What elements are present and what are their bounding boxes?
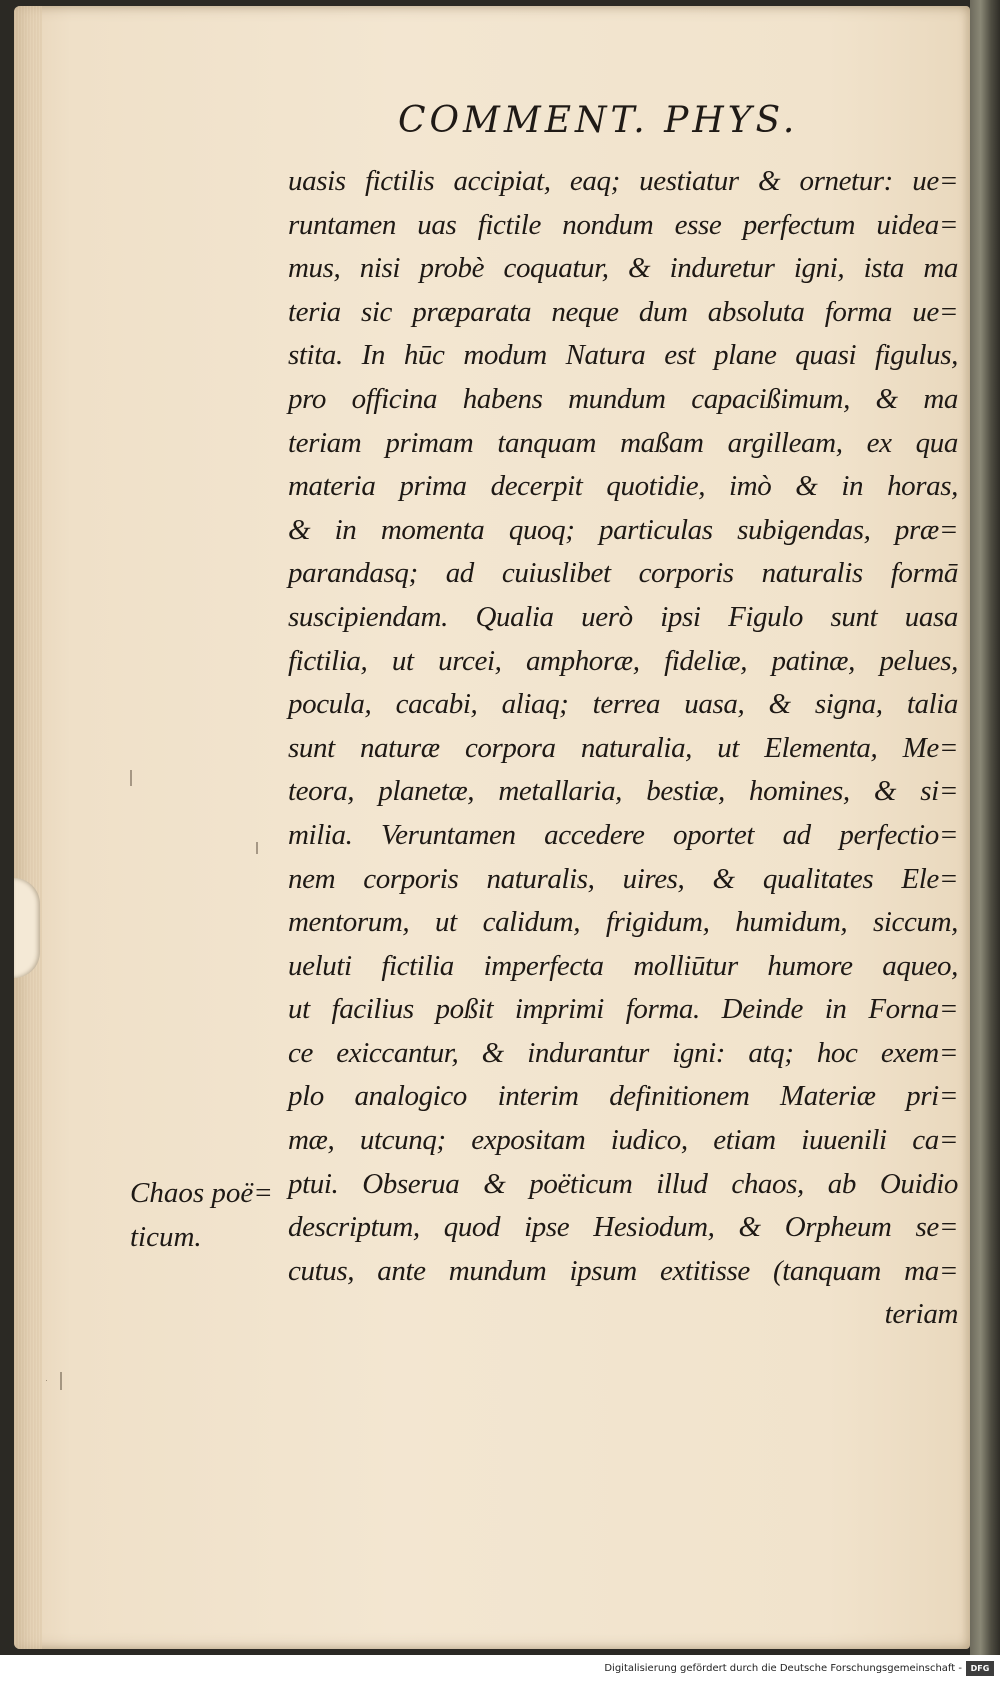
text-line: plo analogico interim definitionem Materiæ pri= (288, 1080, 958, 1113)
margin-note-line: Chaos poë= (130, 1177, 273, 1209)
text-line: pro officina habens mundum capacißimum, & ma (288, 382, 958, 415)
ink-mark (130, 770, 132, 786)
text-line: & in momenta quoq; particulas subigendas, præ= (288, 513, 958, 546)
text-line: milia. Veruntamen accedere oportet ad perfectio= (288, 818, 958, 851)
ink-mark (46, 1380, 47, 1381)
text-line: descriptum, quod ipse Hesiodum, & Orpheum se= (288, 1211, 958, 1244)
margin-note-line: ticum. (130, 1220, 202, 1253)
text-line: uasis fictilis accipiat, eaq; uestiatur & ornetur: ue= (288, 165, 958, 197)
text-line: teora, planetæ, metallaria, bestiæ, homines, & si= (288, 775, 958, 808)
book-spine (970, 0, 1000, 1655)
margin-note (130, 1172, 273, 1259)
running-head: COMMENT. PHYS. (398, 100, 799, 141)
text-line: parandasq; ad cuiuslibet corporis naturalis formā (288, 557, 958, 590)
ink-mark (60, 1372, 62, 1390)
text-line: ueluti fictilia imperfecta molliūtur humore aqueo, (288, 949, 958, 982)
text-line: sunt naturæ corpora naturalia, ut Elementa, Me= (288, 731, 958, 764)
body-text (288, 160, 958, 1337)
text-line: teriam (884, 1298, 958, 1331)
text-line: runtamen uas fictile nondum esse perfectum uidea= (288, 208, 958, 241)
digitization-credit: Digitalisierung gefördert durch die Deutsche Forschungsgemeinschaft - (604, 1663, 962, 1674)
text-line: cutus, ante mundum ipsum extitisse (tanquam ma= (288, 1254, 958, 1287)
text-line: materia prima decerpit quotidie, imò & in horas, (288, 470, 958, 503)
text-line: fictilia, ut urcei, amphoræ, fideliæ, patinæ, pelues, (288, 644, 958, 677)
dfg-logo: DFG (966, 1661, 994, 1676)
text-line: suscipiendam. Qualia uerò ipsi Figulo sunt uasa (288, 600, 958, 633)
text-line: ptui. Obserua & poëticum illud chaos, ab Ouidio (288, 1167, 958, 1200)
text-line: pocula, cacabi, aliaq; terrea uasa, & signa, talia (288, 688, 958, 721)
text-line: mentorum, ut calidum, frigidum, humidum, siccum, (288, 906, 958, 939)
text-line: ce exiccantur, & indurantur igni: atq; hoc exem= (288, 1036, 958, 1069)
page-edges (14, 6, 42, 1649)
text-line: teriam primam tanquam maßam argilleam, ex qua (288, 426, 958, 459)
text-line: nem corporis naturalis, uires, & qualitates Ele= (288, 862, 958, 895)
ink-mark (256, 842, 258, 854)
footer-bar (0, 1655, 1000, 1683)
text-line: mus, nisi probè coquatur, & induretur igni, ista ma (288, 252, 958, 285)
page-tab (14, 878, 40, 978)
text-line: mæ, utcunq; expositam iudico, etiam iuuenili ca= (288, 1124, 958, 1157)
text-line: teria sic præparata neque dum absoluta forma ue= (288, 295, 958, 328)
text-line: ut facilius poßit imprimi forma. Deinde in Forna= (288, 993, 958, 1026)
text-line: stita. In hūc modum Natura est plane quasi figulus, (288, 339, 958, 372)
